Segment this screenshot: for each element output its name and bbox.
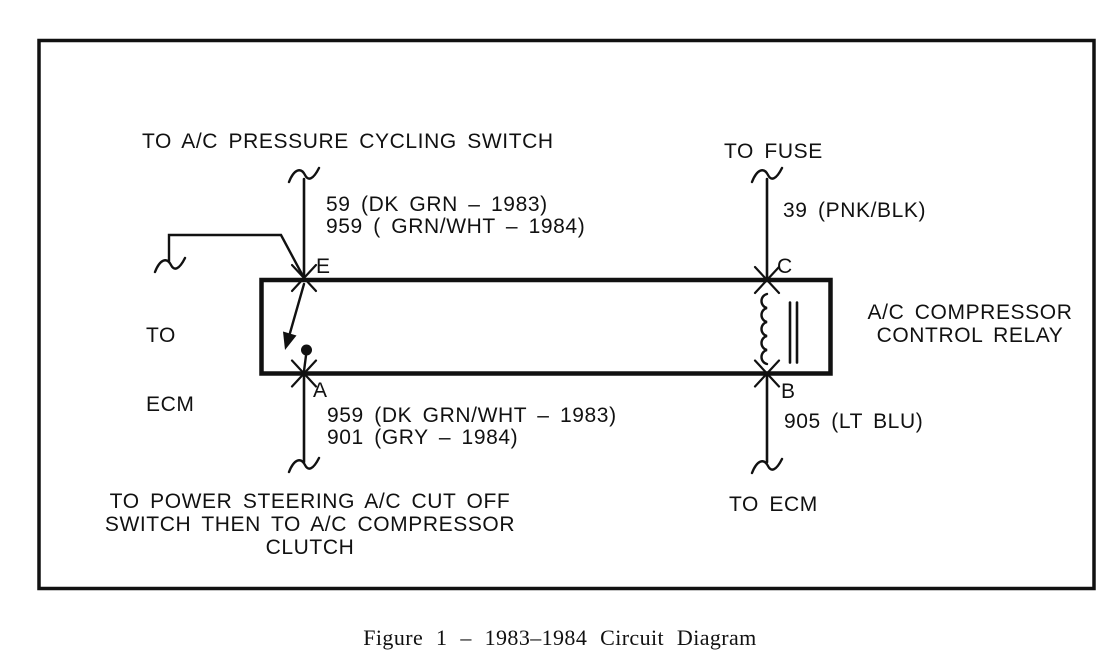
terminal-label-e: E	[316, 255, 331, 278]
ecm-branch-destination-label	[146, 278, 194, 462]
relay-name-label	[865, 301, 1075, 347]
power-steering-destination-line2: SWITCH THEN TO A/C COMPRESSOR CLUTCH	[104, 513, 516, 559]
power-steering-destination-label	[75, 490, 545, 559]
fuse-destination-label: TO FUSE	[724, 140, 823, 163]
switch-contact-dot-icon	[301, 345, 312, 356]
switch-arm-arrowhead-icon	[283, 332, 297, 351]
b-wire-label: 905 (LT BLU)	[784, 410, 924, 433]
c-wire-label: 39 (PNK/BLK)	[783, 199, 927, 222]
terminal-label-c: C	[777, 255, 793, 278]
e-wire-label-1984: 959 ( GRN/WHT – 1984)	[326, 215, 586, 238]
ecm-branch-destination-line1: TO	[146, 324, 176, 347]
relay-box	[262, 280, 831, 374]
switch-contact-stub	[304, 356, 306, 372]
pressure-cycling-switch-destination-label: TO A/C PRESSURE CYCLING SWITCH	[142, 130, 554, 153]
relay-coil-icon	[761, 294, 767, 364]
relay-name-line2: CONTROL RELAY	[876, 324, 1064, 347]
ecm-right-destination-label: TO ECM	[729, 493, 818, 516]
terminal-connector-icons	[292, 265, 779, 387]
a-wire-label-1983: 959 (DK GRN/WHT – 1983)	[327, 404, 617, 427]
wire-ecm-branch	[169, 235, 304, 278]
a-wire-label-1984: 901 (GRY – 1984)	[327, 426, 519, 449]
relay-name-line1: A/C COMPRESSOR	[867, 301, 1073, 324]
relay-core-icon	[790, 303, 797, 363]
ecm-branch-destination-line2: ECM	[146, 393, 195, 416]
power-steering-destination-line1: TO POWER STEERING A/C CUT OFF	[109, 490, 511, 513]
terminal-label-a: A	[313, 379, 328, 402]
figure-caption: Figure 1 – 1983–1984 Circuit Diagram	[363, 625, 757, 650]
e-wire-label-1983: 59 (DK GRN – 1983)	[326, 193, 548, 216]
terminal-label-b: B	[781, 380, 796, 403]
